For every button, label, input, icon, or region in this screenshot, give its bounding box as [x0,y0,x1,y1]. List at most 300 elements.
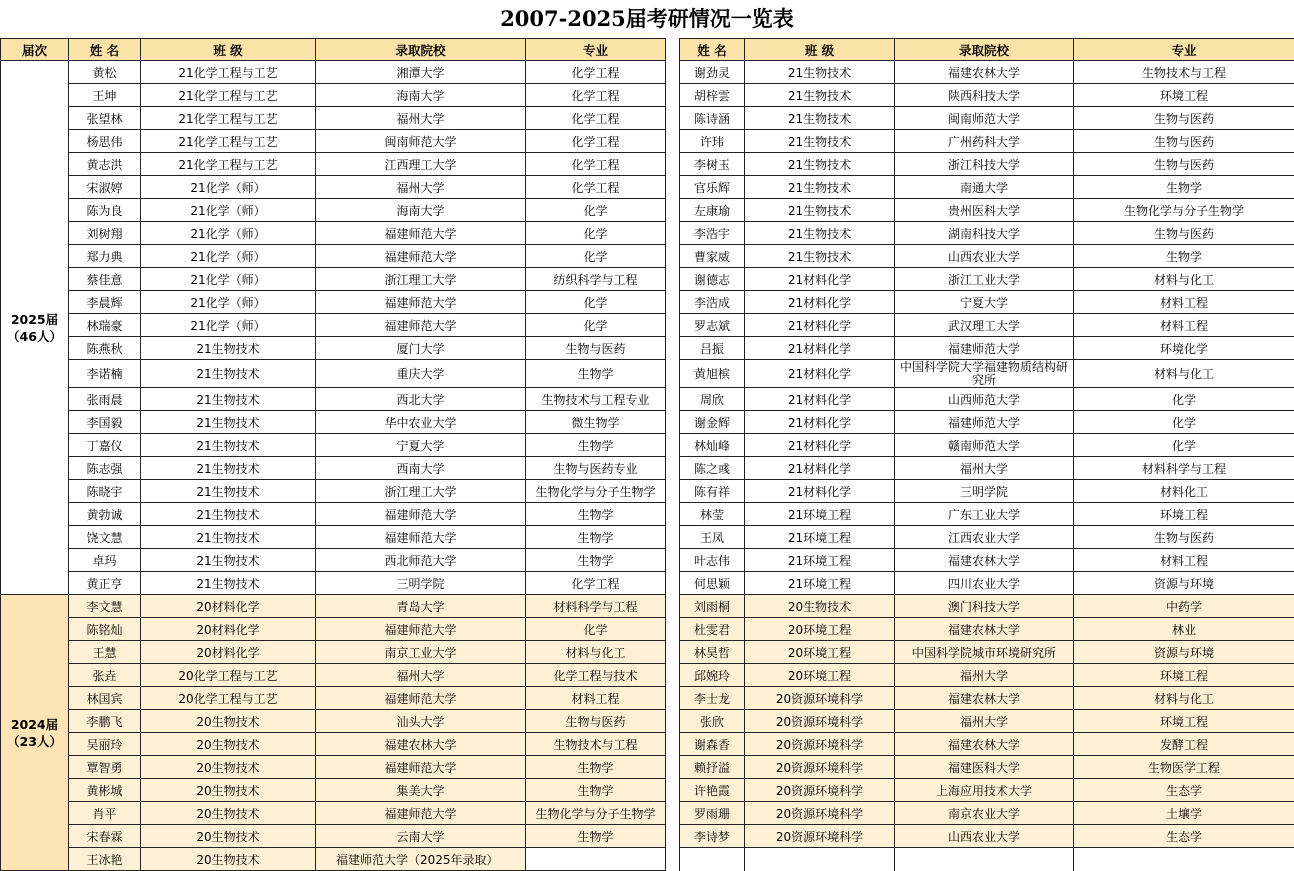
right-class-cell: 20资源环境科学 [745,687,895,710]
table-row [1,291,1294,314]
left-name-cell: 黄勃诚 [69,503,141,526]
table-row [1,825,1294,848]
right-name-cell: 张欣 [680,710,745,733]
left-school-cell: 华中农业大学 [316,411,526,434]
left-name-cell: 杨思伟 [69,130,141,153]
right-major-cell: 生物学 [1074,245,1294,268]
right-school-cell: 福建师范大学 [895,411,1074,434]
right-class-cell: 21材料化学 [745,337,895,360]
right-major-cell: 材料工程 [1074,314,1294,337]
left-name-cell: 黄志洪 [69,153,141,176]
right-major-cell: 中药学 [1074,595,1294,618]
left-class-cell: 20材料化学 [141,595,316,618]
right-major-cell: 环境工程 [1074,710,1294,733]
left-name-cell: 宋淑婷 [69,176,141,199]
left-school-cell: 福建农林大学 [316,733,526,756]
left-class-cell: 20生物技术 [141,733,316,756]
right-name-cell: 邱婉玲 [680,664,745,687]
right-name-cell: 陈有祥 [680,480,745,503]
right-class-cell: 21环境工程 [745,572,895,595]
left-name-cell: 李诺楠 [69,360,141,388]
table-row [1,756,1294,779]
left-class-cell: 20生物技术 [141,802,316,825]
admissions-table [0,38,1294,871]
left-major-cell: 生物学 [526,549,666,572]
column-gap [666,84,680,107]
left-name-cell: 王坤 [69,84,141,107]
left-school-cell: 西北大学 [316,388,526,411]
right-major-cell: 林业 [1074,618,1294,641]
header-left-school: 录取院校 [316,39,526,61]
right-name-cell: 周欣 [680,388,745,411]
left-major-cell: 材料工程 [526,687,666,710]
left-school-cell: 福建师范大学 [316,222,526,245]
column-gap [666,549,680,572]
left-class-cell: 20生物技术 [141,825,316,848]
right-major-cell: 生物与医药 [1074,107,1294,130]
column-gap [666,572,680,595]
right-name-cell: 谢森香 [680,733,745,756]
right-class-cell: 21环境工程 [745,526,895,549]
right-name-cell: 陈之彧 [680,457,745,480]
right-school-cell: 江西农业大学 [895,526,1074,549]
right-name-cell: 许艳霞 [680,779,745,802]
right-class-cell: 20环境工程 [745,641,895,664]
right-school-cell: 三明学院 [895,480,1074,503]
left-class-cell: 21生物技术 [141,526,316,549]
column-gap [666,641,680,664]
right-major-cell: 土壤学 [1074,802,1294,825]
left-class-cell: 20生物技术 [141,756,316,779]
right-major-cell: 发酵工程 [1074,733,1294,756]
left-major-cell: 化学工程 [526,107,666,130]
right-class-cell: 21环境工程 [745,503,895,526]
column-gap [666,825,680,848]
left-class-cell: 20生物技术 [141,710,316,733]
right-school-cell: 福建农林大学 [895,618,1074,641]
column-gap [666,526,680,549]
left-major-cell: 生物与医药 [526,337,666,360]
header-right-class: 班 级 [745,39,895,61]
left-school-cell: 福建师范大学 [316,503,526,526]
right-major-cell: 环境化学 [1074,337,1294,360]
right-school-cell: 福建农林大学 [895,549,1074,572]
left-major-cell: 化学 [526,314,666,337]
left-school-cell: 福州大学 [316,664,526,687]
right-class-cell: 21材料化学 [745,480,895,503]
right-school-cell: 福州大学 [895,710,1074,733]
left-major-cell: 化学工程 [526,572,666,595]
left-class-cell: 20材料化学 [141,618,316,641]
right-school-cell: 福建农林大学 [895,61,1074,84]
right-class-cell: 20生物技术 [745,595,895,618]
column-gap [666,664,680,687]
right-major-cell: 环境工程 [1074,84,1294,107]
left-major-cell: 纺织科学与工程 [526,268,666,291]
table-row [1,411,1294,434]
header-right-name: 姓 名 [680,39,745,61]
left-class-cell: 21化学（师） [141,222,316,245]
right-major-cell: 生态学 [1074,825,1294,848]
left-school-cell: 宁夏大学 [316,434,526,457]
left-major-cell: 化学工程 [526,84,666,107]
table-row [1,848,1294,871]
right-school-cell: 浙江工业大学 [895,268,1074,291]
left-school-cell: 重庆大学 [316,360,526,388]
left-major-cell: 生物化学与分子生物学 [526,480,666,503]
right-major-cell: 生物学 [1074,176,1294,199]
left-school-cell: 福建师范大学 [316,314,526,337]
right-major-cell: 生物化学与分子生物学 [1074,199,1294,222]
left-major-cell: 生物学 [526,526,666,549]
left-school-cell: 湘潭大学 [316,61,526,84]
table-row [1,434,1294,457]
left-major-cell: 生物学 [526,434,666,457]
left-class-cell: 21生物技术 [141,434,316,457]
right-major-cell: 生物医学工程 [1074,756,1294,779]
table-row [1,268,1294,291]
left-class-cell: 20生物技术 [141,848,316,871]
table-row [1,549,1294,572]
table-row [1,618,1294,641]
right-school-cell: 中国科学院城市环境研究所 [895,641,1074,664]
right-class-cell: 20资源环境科学 [745,779,895,802]
left-school-cell: 福建师范大学 [316,687,526,710]
table-row [1,641,1294,664]
right-class-cell: 21材料化学 [745,360,895,388]
column-gap [666,222,680,245]
right-name-cell: 曹家威 [680,245,745,268]
left-name-cell: 黄松 [69,61,141,84]
left-school-cell: 西南大学 [316,457,526,480]
right-school-cell: 澳门科技大学 [895,595,1074,618]
left-school-cell: 西北师范大学 [316,549,526,572]
right-major-cell: 材料与化工 [1074,687,1294,710]
left-major-cell: 微生物学 [526,411,666,434]
column-gap [666,291,680,314]
left-name-cell: 陈晓宇 [69,480,141,503]
table-row [1,710,1294,733]
right-name-cell: 林昊哲 [680,641,745,664]
right-major-cell: 生态学 [1074,779,1294,802]
right-class-cell: 20环境工程 [745,664,895,687]
left-class-cell: 21生物技术 [141,503,316,526]
left-major-cell: 生物与医药专业 [526,457,666,480]
right-major-cell: 材料工程 [1074,291,1294,314]
table-row [1,153,1294,176]
right-major-cell: 资源与环境 [1074,572,1294,595]
right-name-cell: 谢德志 [680,268,745,291]
table-row [1,595,1294,618]
left-school-cell: 福建师范大学 [316,756,526,779]
left-class-cell: 21生物技术 [141,388,316,411]
right-school-cell: 福建医科大学 [895,756,1074,779]
left-name-cell: 郑力典 [69,245,141,268]
left-name-cell: 饶文慧 [69,526,141,549]
left-school-cell: 福建师范大学 [316,802,526,825]
left-major-cell: 生物学 [526,756,666,779]
column-gap [666,337,680,360]
year-group-cell [1,61,69,595]
table-row [1,503,1294,526]
right-school-cell: 福州大学 [895,457,1074,480]
right-name-cell: 黄旭槟 [680,360,745,388]
header-right-school: 录取院校 [895,39,1074,61]
right-school-cell: 广州药科大学 [895,130,1074,153]
right-class-cell: 20资源环境科学 [745,756,895,779]
right-name-cell: 左康瑜 [680,199,745,222]
right-school-cell: 福建农林大学 [895,733,1074,756]
left-class-cell: 21化学（师） [141,268,316,291]
right-school-cell: 上海应用技术大学 [895,779,1074,802]
left-school-cell: 福州大学 [316,176,526,199]
table-row [1,245,1294,268]
left-name-cell: 蔡佳意 [69,268,141,291]
left-major-cell: 化学 [526,245,666,268]
right-name-cell: 陈诗涵 [680,107,745,130]
header-left-class: 班 级 [141,39,316,61]
left-name-cell: 张垚 [69,664,141,687]
column-gap [666,61,680,84]
right-class-cell: 20资源环境科学 [745,710,895,733]
left-class-cell: 21生物技术 [141,549,316,572]
left-school-cell: 福建师范大学 [316,245,526,268]
left-class-cell: 21化学工程与工艺 [141,153,316,176]
left-major-cell: 化学工程与技术 [526,664,666,687]
header-row [1,39,1294,61]
table-row [1,572,1294,595]
left-major-cell: 生物学 [526,779,666,802]
right-major-cell: 化学 [1074,411,1294,434]
left-school-cell: 浙江理工大学 [316,268,526,291]
table-row [1,733,1294,756]
column-gap [666,130,680,153]
table-row [1,664,1294,687]
left-class-cell: 21化学工程与工艺 [141,84,316,107]
left-name-cell: 卓玛 [69,549,141,572]
year-count: （46人） [2,328,67,345]
table-row [1,84,1294,107]
right-name-cell: 林灿峰 [680,434,745,457]
right-class-cell: 21材料化学 [745,314,895,337]
year-group-cell [1,595,69,871]
left-name-cell: 陈为良 [69,199,141,222]
left-major-cell [526,848,666,871]
column-gap [666,388,680,411]
left-major-cell: 化学 [526,618,666,641]
left-major-cell: 化学 [526,199,666,222]
right-name-cell: 罗雨珊 [680,802,745,825]
right-class-cell: 21环境工程 [745,549,895,572]
table-row [1,457,1294,480]
column-gap [666,411,680,434]
year-label: 2025届 [2,311,67,328]
left-major-cell: 生物学 [526,825,666,848]
column-gap [666,618,680,641]
year-label: 2024届 [2,716,67,733]
right-school-cell: 宁夏大学 [895,291,1074,314]
left-school-cell: 汕头大学 [316,710,526,733]
left-school-cell: 南京工业大学 [316,641,526,664]
left-school-cell: 厦门大学 [316,337,526,360]
left-school-cell: 青岛大学 [316,595,526,618]
left-major-cell: 化学 [526,291,666,314]
left-class-cell: 21化学工程与工艺 [141,130,316,153]
table-row [1,199,1294,222]
left-major-cell: 材料科学与工程 [526,595,666,618]
left-name-cell: 李文慧 [69,595,141,618]
left-school-cell: 三明学院 [316,572,526,595]
left-class-cell: 20材料化学 [141,641,316,664]
right-class-cell: 21生物技术 [745,61,895,84]
right-major-cell: 资源与环境 [1074,641,1294,664]
year-count: （23人） [2,733,67,750]
left-school-cell: 福建师范大学 [316,526,526,549]
table-row [1,314,1294,337]
right-major-cell: 材料科学与工程 [1074,457,1294,480]
left-major-cell: 生物与医药 [526,710,666,733]
left-major-cell: 材料与化工 [526,641,666,664]
page-title: 2007-2025届考研情况一览表 [0,0,1294,38]
left-major-cell: 生物学 [526,503,666,526]
table-row [1,360,1294,388]
left-class-cell: 21生物技术 [141,572,316,595]
left-name-cell: 张雨晨 [69,388,141,411]
right-name-cell: 罗志斌 [680,314,745,337]
right-school-cell: 山西师范大学 [895,388,1074,411]
right-name-cell: 许玮 [680,130,745,153]
right-name-cell: 何思颖 [680,572,745,595]
right-school-cell: 闽南师范大学 [895,107,1074,130]
table-row [1,222,1294,245]
right-class-cell: 20资源环境科学 [745,802,895,825]
left-major-cell: 生物技术与工程 [526,733,666,756]
left-class-cell: 21化学（师） [141,291,316,314]
right-class-cell [745,848,895,871]
left-major-cell: 生物技术与工程专业 [526,388,666,411]
right-school-cell: 贵州医科大学 [895,199,1074,222]
left-name-cell: 丁嘉仪 [69,434,141,457]
right-school-cell: 山西农业大学 [895,825,1074,848]
left-name-cell: 林国宾 [69,687,141,710]
right-name-cell: 李诗梦 [680,825,745,848]
column-gap [666,360,680,388]
left-class-cell: 21生物技术 [141,411,316,434]
right-major-cell: 生物与医药 [1074,222,1294,245]
right-class-cell: 20环境工程 [745,618,895,641]
left-school-cell: 福建师范大学（2025年录取） [316,848,526,871]
left-name-cell: 黄彬城 [69,779,141,802]
header-right-major: 专业 [1074,39,1294,61]
right-major-cell [1074,848,1294,871]
left-name-cell: 王冰艳 [69,848,141,871]
left-name-cell: 李晨辉 [69,291,141,314]
left-class-cell: 21生物技术 [141,337,316,360]
right-class-cell: 21生物技术 [745,107,895,130]
right-major-cell: 材料与化工 [1074,360,1294,388]
right-school-cell: 山西农业大学 [895,245,1074,268]
column-gap [666,107,680,130]
left-school-cell: 海南大学 [316,84,526,107]
right-class-cell: 21生物技术 [745,84,895,107]
right-school-cell: 福建农林大学 [895,687,1074,710]
table-row [1,107,1294,130]
table-row [1,337,1294,360]
table-row [1,388,1294,411]
header-left-major: 专业 [526,39,666,61]
left-school-cell: 集美大学 [316,779,526,802]
left-name-cell: 林瑞豪 [69,314,141,337]
right-school-cell: 湖南科技大学 [895,222,1074,245]
left-class-cell: 21生物技术 [141,480,316,503]
column-gap [666,176,680,199]
table-body [1,61,1294,871]
right-class-cell: 21材料化学 [745,291,895,314]
right-major-cell: 环境工程 [1074,664,1294,687]
left-school-cell: 福州大学 [316,107,526,130]
right-class-cell: 21材料化学 [745,411,895,434]
left-major-cell: 生物学 [526,360,666,388]
right-school-cell: 武汉理工大学 [895,314,1074,337]
left-school-cell: 福建师范大学 [316,291,526,314]
right-name-cell: 赖抒溢 [680,756,745,779]
right-school-cell: 陕西科技大学 [895,84,1074,107]
left-class-cell: 21化学工程与工艺 [141,107,316,130]
right-school-cell [895,848,1074,871]
right-major-cell: 材料化工 [1074,480,1294,503]
right-school-cell: 福建师范大学 [895,337,1074,360]
left-name-cell: 李国毅 [69,411,141,434]
table-row [1,176,1294,199]
left-school-cell: 海南大学 [316,199,526,222]
left-school-cell: 江西理工大学 [316,153,526,176]
right-school-cell: 广东工业大学 [895,503,1074,526]
left-class-cell: 21化学（师） [141,176,316,199]
left-class-cell: 21化学（师） [141,199,316,222]
column-gap [666,314,680,337]
left-class-cell: 21生物技术 [141,457,316,480]
left-school-cell: 闽南师范大学 [316,130,526,153]
right-name-cell: 官乐辉 [680,176,745,199]
right-class-cell: 21生物技术 [745,130,895,153]
right-class-cell: 21生物技术 [745,176,895,199]
column-gap [666,848,680,871]
left-school-cell: 云南大学 [316,825,526,848]
left-name-cell: 覃智勇 [69,756,141,779]
table-row [1,480,1294,503]
right-school-cell: 赣南师范大学 [895,434,1074,457]
column-gap [666,153,680,176]
right-major-cell: 生物与医药 [1074,526,1294,549]
right-name-cell: 刘雨桐 [680,595,745,618]
right-major-cell: 化学 [1074,434,1294,457]
left-name-cell: 黄正亨 [69,572,141,595]
left-school-cell: 浙江理工大学 [316,480,526,503]
right-name-cell [680,848,745,871]
right-class-cell: 21材料化学 [745,388,895,411]
column-gap [666,268,680,291]
left-class-cell: 20化学工程与工艺 [141,664,316,687]
column-gap [666,733,680,756]
left-name-cell: 王慧 [69,641,141,664]
column-gap [666,39,680,61]
right-major-cell: 材料工程 [1074,549,1294,572]
table-row [1,687,1294,710]
right-name-cell: 谢劲灵 [680,61,745,84]
table-row [1,130,1294,153]
left-major-cell: 化学 [526,222,666,245]
column-gap [666,480,680,503]
